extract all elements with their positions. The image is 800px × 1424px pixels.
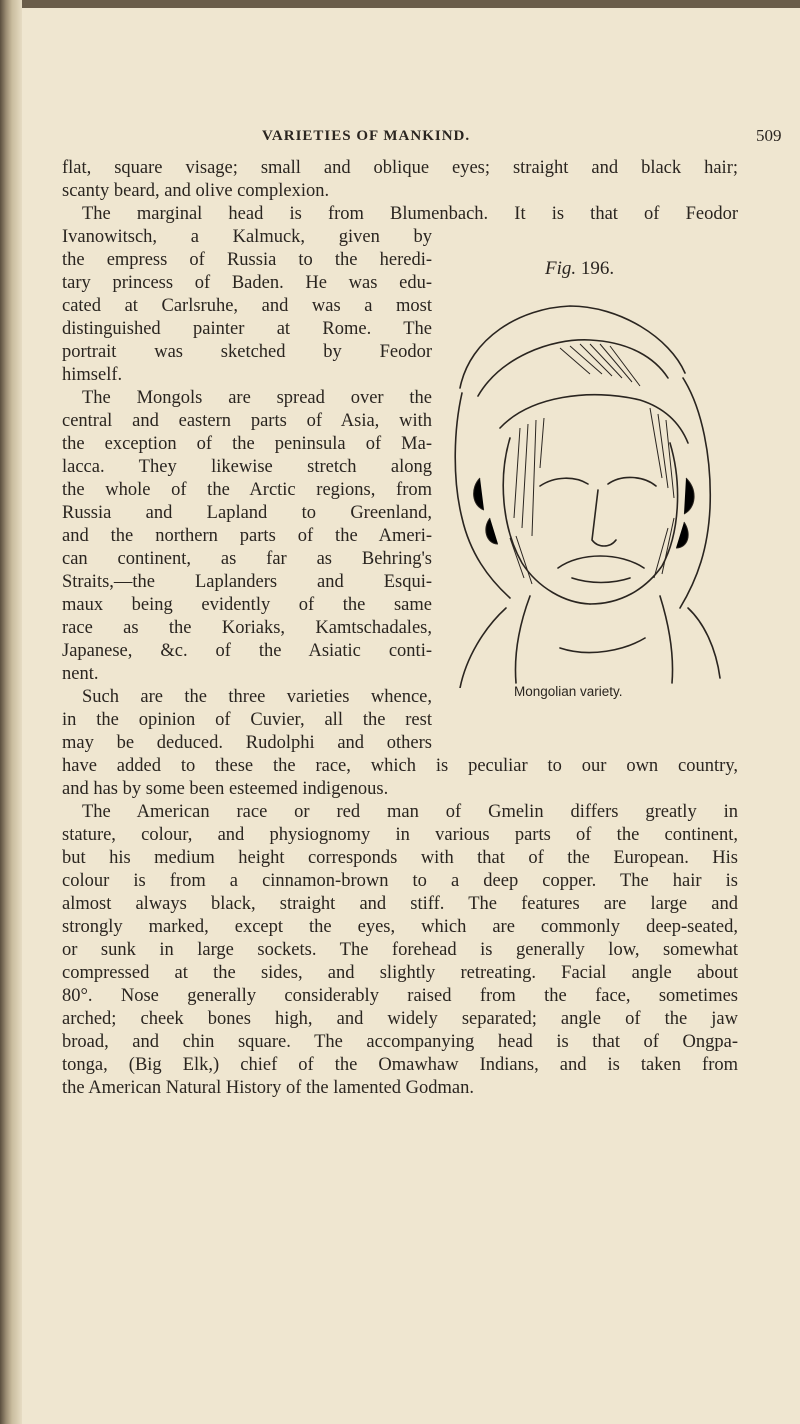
text-line: Ivanowitsch, a Kalmuck, given by — [62, 227, 432, 247]
text-line: lacca. They likewise stretch along — [62, 457, 432, 477]
neck-right — [660, 596, 673, 683]
figure-number: 196. — [580, 258, 615, 279]
collar-left — [460, 608, 506, 688]
figure-caption: Mongolian variety. — [514, 684, 623, 699]
text-line: Straits,—the Laplanders and Esqui- — [62, 572, 432, 592]
text-line: in the opinion of Cuvier, all the rest — [62, 710, 432, 730]
text-line: portrait was sketched by Feodor — [62, 342, 432, 362]
text-line: colour is from a cinnamon-brown to a deep copper. The hair is — [62, 871, 738, 891]
figure-label-prefix: Fig. — [545, 258, 577, 279]
text-line: almost always black, straight and stiff. The features are large and — [62, 894, 738, 914]
book-gutter — [0, 0, 22, 1424]
text-line: 80°. Nose generally considerably raised from the face, sometimes — [62, 986, 738, 1006]
text-line: or sunk in large sockets. The forehead is generally low, somewhat — [62, 940, 738, 960]
text-line: arched; cheek bones high, and widely separated; angle of the jaw — [62, 1009, 738, 1029]
ear-curls — [474, 478, 694, 548]
text-line: have added to these the race, which is peculiar to our own country, — [62, 756, 738, 776]
page-number: 509 — [756, 126, 782, 145]
text-line: distinguished painter at Rome. The — [62, 319, 432, 339]
text-line: and has by some been esteemed indigenous. — [62, 779, 389, 799]
figure-label — [545, 258, 614, 280]
hair-top — [500, 395, 688, 443]
running-head-title: VARIETIES OF MANKIND. — [262, 128, 471, 144]
text-line: maux being evidently of the same — [62, 595, 432, 615]
text-line: may be deduced. Rudolphi and others — [62, 733, 432, 753]
text-line: can continent, as far as Behring's — [62, 549, 432, 569]
neck-left — [516, 596, 530, 683]
left-eye — [540, 478, 588, 486]
cap-hatching — [560, 344, 640, 386]
mouth — [572, 578, 630, 583]
text-line: but his medium height corresponds with that of the European. His — [62, 848, 738, 868]
nose — [592, 490, 616, 546]
text-line: The Mongols are spread over the — [82, 388, 432, 408]
text-line: cated at Carlsruhe, and was a most — [62, 296, 432, 316]
text-line: The marginal head is from Blumenbach. It is that of Feodor — [82, 204, 738, 224]
text-line: The American race or red man of Gmelin differs greatly in — [82, 802, 738, 822]
moustache — [558, 556, 644, 568]
text-line: compressed at the sides, and slightly retreating. Facial angle about — [62, 963, 738, 983]
mongolian-head-engraving — [440, 278, 740, 688]
running-head — [0, 128, 800, 150]
head-right-outline — [680, 378, 710, 608]
text-line: stature, colour, and physiognomy in various parts of the continent, — [62, 825, 738, 845]
text-line: tary princess of Baden. He was edu- — [62, 273, 432, 293]
text-line: Russia and Lapland to Greenland, — [62, 503, 432, 523]
collar-right — [688, 608, 720, 678]
text-line: the whole of the Arctic regions, from — [62, 480, 432, 500]
text-line: the American Natural History of the lamented Godman. — [62, 1078, 475, 1098]
text-line: Such are the three varieties whence, — [82, 687, 432, 707]
text-line: himself. — [62, 365, 123, 385]
text-line: scanty beard, and olive complexion. — [62, 181, 330, 201]
face-right — [590, 443, 678, 604]
text-line: flat, square visage; small and oblique eyes; straight and black hair; — [62, 158, 738, 178]
text-line: strongly marked, except the eyes, which are commonly deep-seated, — [62, 917, 738, 937]
text-line: and the northern parts of the Ameri- — [62, 526, 432, 546]
text-line: tonga, (Big Elk,) chief of the Omawhaw Indians, and is taken from — [62, 1055, 738, 1075]
right-eye — [608, 477, 656, 486]
page-top-edge — [0, 0, 800, 8]
hair-hatching — [510, 408, 674, 584]
text-line: the exception of the peninsula of Ma- — [62, 434, 432, 454]
text-line: nent. — [62, 664, 99, 684]
text-line: the empress of Russia to the heredi- — [62, 250, 432, 270]
text-line: race as the Koriaks, Kamtschadales, — [62, 618, 432, 638]
collar-curve — [560, 638, 645, 653]
text-line: broad, and chin square. The accompanying head is that of Ongpa- — [62, 1032, 738, 1052]
head-left-outline — [455, 393, 510, 598]
text-line: Japanese, &c. of the Asiatic conti- — [62, 641, 432, 661]
text-line: central and eastern parts of Asia, with — [62, 411, 432, 431]
